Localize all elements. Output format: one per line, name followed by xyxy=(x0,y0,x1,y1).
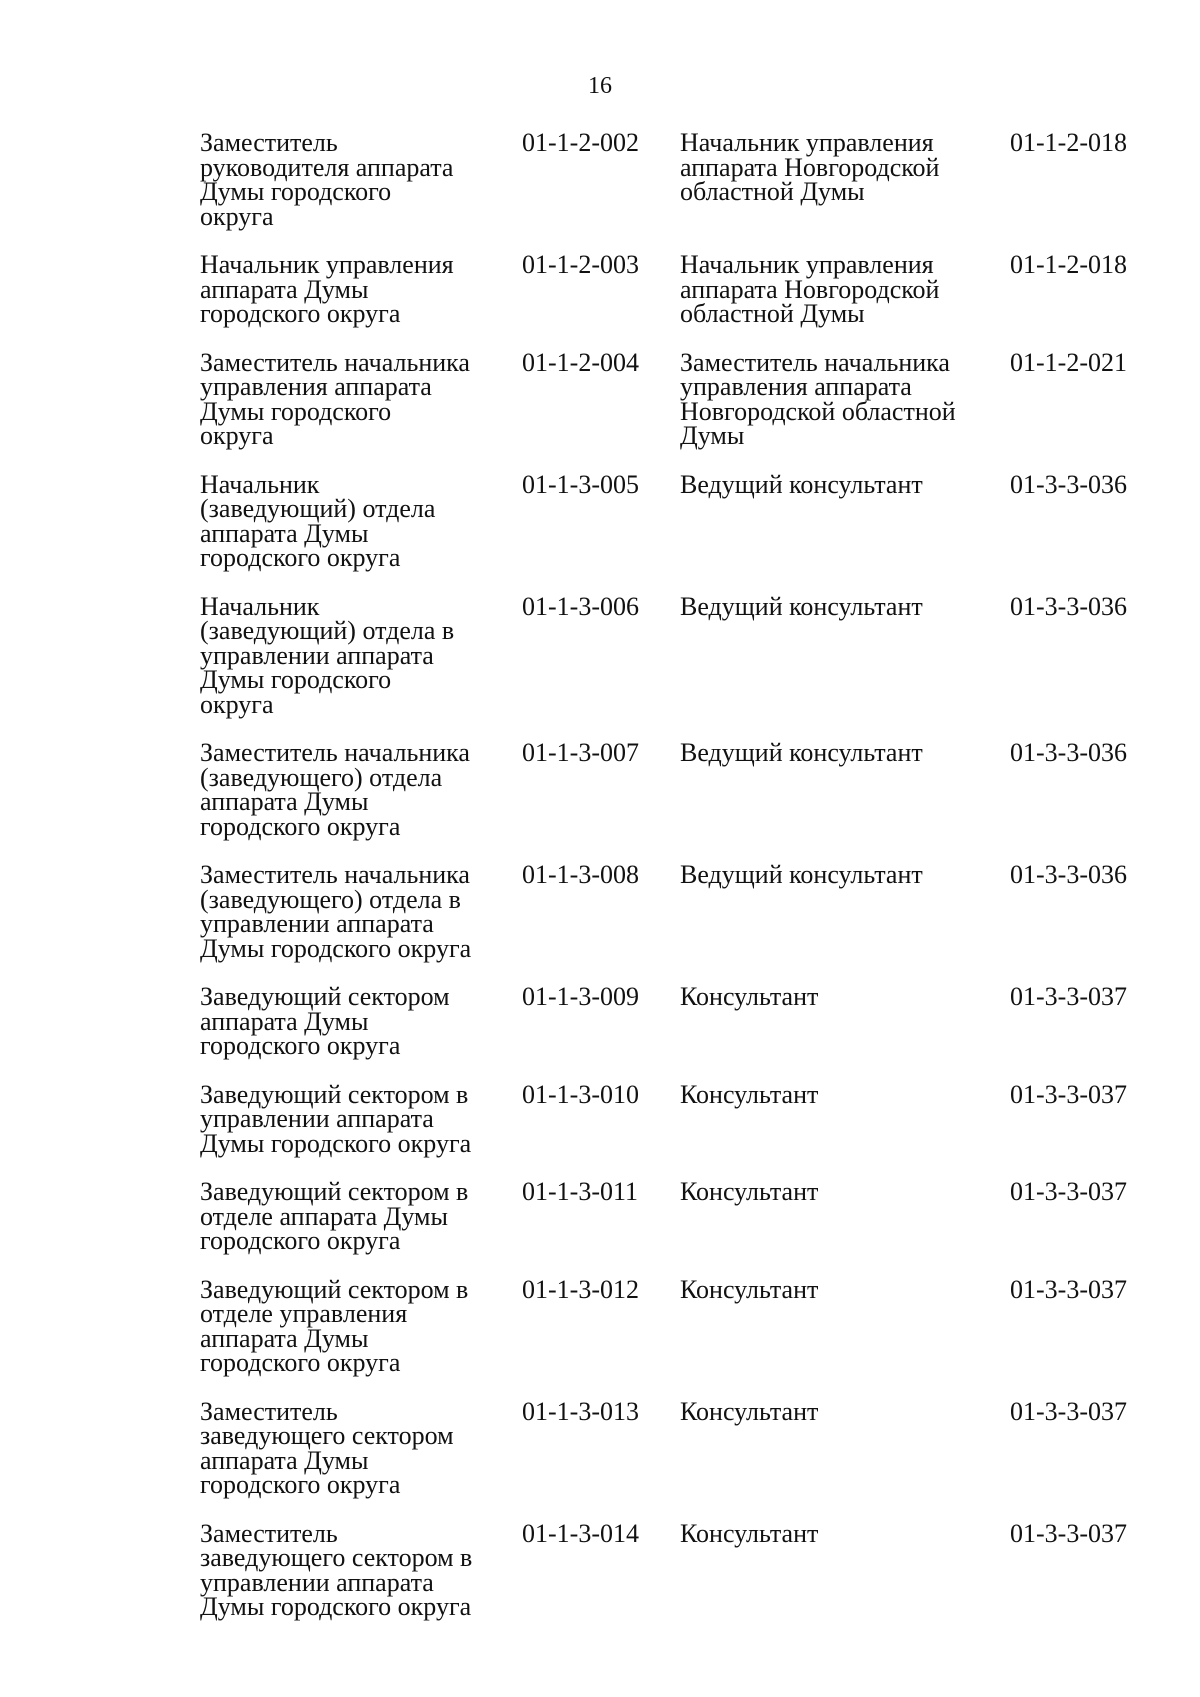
regional-position-cell: Консультант xyxy=(680,1177,819,1206)
table-row xyxy=(200,1400,1140,1522)
municipal-code-cell: 01-1-3-009 xyxy=(522,982,639,1011)
municipal-code-cell: 01-1-3-008 xyxy=(522,860,639,889)
regional-code-cell: 01-1-2-018 xyxy=(1010,128,1127,157)
table-row xyxy=(200,863,1140,985)
regional-code-cell: 01-3-3-036 xyxy=(1010,738,1127,767)
regional-position-cell: Консультант xyxy=(680,982,819,1011)
regional-position-cell: Консультант xyxy=(680,1518,819,1548)
regional-code-cell: 01-1-2-021 xyxy=(1010,347,1127,377)
municipal-code-cell: 01-1-2-004 xyxy=(522,347,639,377)
municipal-position-cell: Начальник (заведующий) отдела в управлении аппарата Думы городского округа xyxy=(200,591,455,719)
municipal-code-cell: 01-1-3-005 xyxy=(522,469,639,499)
municipal-position-cell: Заведующий сектором аппарата Думы городского округа xyxy=(200,982,450,1060)
municipal-code-cell: 01-1-3-012 xyxy=(522,1274,639,1304)
regional-code-cell: 01-3-3-037 xyxy=(1010,982,1127,1011)
municipal-position-cell: Начальник (заведующий) отдела аппарата Думы городского округа xyxy=(200,469,436,572)
municipal-position-cell: Заместитель начальника (заведующего) отдела в управлении аппарата Думы городского округа xyxy=(200,860,472,963)
table-body xyxy=(200,128,1140,1644)
municipal-position-cell: Заместитель начальника (заведующего) отдела аппарата Думы городского округа xyxy=(200,738,470,841)
table-row xyxy=(200,131,1140,253)
municipal-position-cell: Заместитель заведующего сектором в управлении аппарата Думы городского округа xyxy=(200,1518,473,1621)
regional-code-cell: 01-3-3-037 xyxy=(1010,1274,1127,1304)
regional-code-cell: 01-1-2-018 xyxy=(1010,250,1127,279)
municipal-position-cell: Начальник управления аппарата Думы городского округа xyxy=(200,250,454,328)
regional-code-cell: 01-3-3-036 xyxy=(1010,591,1127,621)
regional-position-cell: Ведущий консультант xyxy=(680,469,923,499)
regional-position-cell: Консультант xyxy=(680,1079,819,1109)
municipal-position-cell: Заведующий сектором в отделе управления аппарата Думы городского округа xyxy=(200,1274,469,1377)
positions-correspondence-table xyxy=(200,128,1140,1644)
regional-position-cell: Ведущий консультант xyxy=(680,738,923,767)
municipal-position-cell: Заместитель руководителя аппарата Думы городского округа xyxy=(200,128,454,231)
municipal-code-cell: 01-1-2-002 xyxy=(522,128,639,157)
municipal-code-cell: 01-1-2-003 xyxy=(522,250,639,279)
regional-code-cell: 01-3-3-036 xyxy=(1010,469,1127,499)
regional-code-cell: 01-3-3-036 xyxy=(1010,860,1127,889)
table-row xyxy=(200,1083,1140,1181)
regional-position-cell: Ведущий консультант xyxy=(680,860,923,889)
table-row xyxy=(200,985,1140,1083)
regional-code-cell: 01-3-3-037 xyxy=(1010,1518,1127,1548)
municipal-position-cell: Заведующий сектором в управлении аппарата Думы городского округа xyxy=(200,1079,472,1158)
regional-code-cell: 01-3-3-037 xyxy=(1010,1177,1127,1206)
table-row xyxy=(200,1180,1140,1278)
page-number: 16 xyxy=(588,73,612,99)
regional-position-cell: Заместитель начальника управления аппарата Новгородской областной Думы xyxy=(680,347,956,450)
table-row xyxy=(200,741,1140,863)
table-row xyxy=(200,595,1140,742)
municipal-code-cell: 01-1-3-006 xyxy=(522,591,639,621)
regional-code-cell: 01-3-3-037 xyxy=(1010,1079,1127,1109)
table-row xyxy=(200,1522,1140,1644)
municipal-code-cell: 01-1-3-007 xyxy=(522,738,639,767)
regional-code-cell: 01-3-3-037 xyxy=(1010,1396,1127,1426)
regional-position-cell: Начальник управления аппарата Новгородской областной Думы xyxy=(680,250,940,328)
table-row xyxy=(200,473,1140,595)
table-row xyxy=(200,253,1140,351)
regional-position-cell: Консультант xyxy=(680,1396,819,1426)
table-row xyxy=(200,1278,1140,1400)
municipal-code-cell: 01-1-3-013 xyxy=(522,1396,639,1426)
municipal-code-cell: 01-1-3-014 xyxy=(522,1518,639,1548)
municipal-position-cell: Заместитель начальника управления аппарата Думы городского округа xyxy=(200,347,470,450)
regional-position-cell: Ведущий консультант xyxy=(680,591,923,621)
table-row xyxy=(200,351,1140,473)
municipal-position-cell: Заведующий сектором в отделе аппарата Думы городского округа xyxy=(200,1177,469,1255)
regional-position-cell: Начальник управления аппарата Новгородской областной Думы xyxy=(680,128,940,206)
regional-position-cell: Консультант xyxy=(680,1274,819,1304)
municipal-position-cell: Заместитель заведующего сектором аппарата Думы городского округа xyxy=(200,1396,454,1499)
municipal-code-cell: 01-1-3-010 xyxy=(522,1079,639,1109)
municipal-code-cell: 01-1-3-011 xyxy=(522,1177,639,1206)
